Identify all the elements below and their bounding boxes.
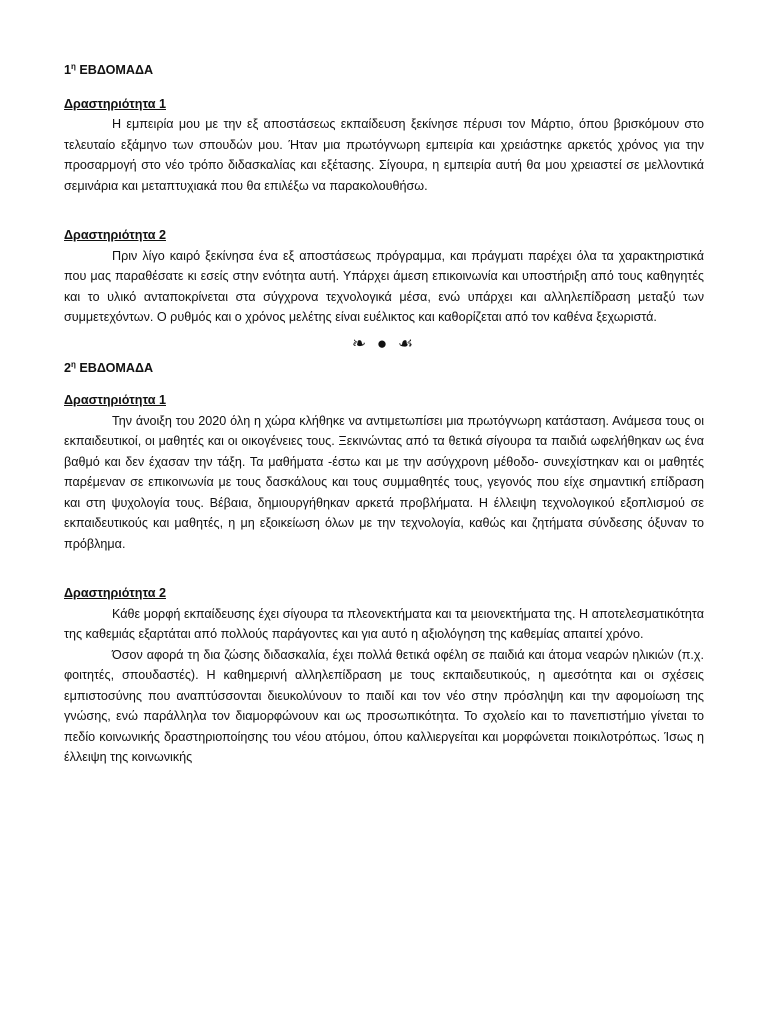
week-2-activity-2-text-2: Όσον αφορά τη δια ζώσης διδασκαλία, έχει πολλά θετικά οφέλη σε παιδιά και άτομα νεαρών ηλικιών (π.χ. φοιτητές, σπουδαστές). Η καθημερινή αλληλεπίδραση με τους εκπαιδευτικούς, η αμεσότητα και οι σχέσεις εμπιστοσύνης που αναπτύσσονται διευκολύνουν το παιδί και τον νέο στην πρόσληψη και την αφομοίωση της γνώσης, ενώ παράλληλα τον διαμορφώνουν και ως προσωπικότητα. Το σχολείο και το πανεπιστήμιο γίνεται το πεδίο κοινωνικής δραστηριοποίησης του νέου ατόμου, όπου καλλιεργείται και μορφώνεται ποικιλοτρόπως. Ίσως η έλλειψη της κοινωνικής (64, 647, 704, 764)
week-1-ordinal: η (71, 62, 76, 71)
week-2-activity-1-title: Δραστηριότητα 1 (64, 393, 166, 407)
document-body (64, 60, 704, 768)
week-2-activity-2-text-1: Κάθε μορφή εκπαίδευσης έχει σίγουρα τα πλεονεκτήματα και τα μειονεκτήματα της. Η αποτελεσματικότητα της καθεμιάς εξαρτάται από πολλούς παράγοντες και για αυτό η αξιολόγηση της καθεμίας απαιτεί χρόνο. (64, 606, 704, 641)
week-2-ordinal: η (71, 359, 76, 369)
week-1-activity-1-title: Δραστηριότητα 1 (64, 96, 166, 111)
week-2-label: ΕΒΔΟΜΑΔΑ (79, 360, 154, 375)
week-2-activity-2-title: Δραστηριότητα 2 (64, 586, 166, 600)
week-2-heading (64, 358, 704, 379)
week-1-activity-2-title: Δραστηριότητα 2 (64, 228, 166, 242)
week-1-activity-2-text: Πριν λίγο καιρό ξεκίνησα ένα εξ αποστάσεως πρόγραμμα, και πράγματι παρέχει όλα τα χαρακτηριστικά που μας παραθέσατε κι εσείς στην ενότητα αυτή. Υπάρχει άμεση επικοινωνία και υποστήριξη από τους καθηγητές και το υλικό ανταποκρίνεται στα σύγχρονα τεχνολογικά μέσα, ενώ υπάρχει και αλληλεπίδραση μεταξύ των συμμετεχόντων. Ο ρυθμός και ο χρόνος μελέτης είναι ευέλικτος και καθορίζεται από τον καθένα ξεχωριστά. (64, 248, 704, 324)
week-1-activity-1-text: Η εμπειρία μου με την εξ αποστάσεως εκπαίδευση ξεκίνησε πέρυσι τον Μάρτιο, όπου βρισκόμουν στο τελευταίο εξάμηνο των σπουδών μου. Ήταν μια πρωτόγνωρη εμπειρία και χρειάστηκε αρκετός χρόνος για την προσαρμογή στο νέο τρόπο διδασκαλίας και εξέτασης. Σίγουρα, η εμπειρία αυτή θα μου χρειαστεί σε μελλοντικά σεμινάρια και μεταπτυχιακά που θα επιλέξω να παρακολουθήσω. (64, 117, 704, 193)
week-1-label: ΕΒΔΟΜΑΔΑ (79, 63, 154, 77)
week-2-activity-1-text: Την άνοιξη του 2020 όλη η χώρα κλήθηκε να αντιμετωπίσει μια πρωτόγνωρη κατάσταση. Ανάμεσα τους οι εκπαιδευτικοί, οι μαθητές και οι οικογένειες τους. Ξεκινώντας από τα θετικά σίγουρα τα παιδιά ωφελήθηκαν ως ένα βαθμό και δεν έχασαν την τάξη. Τα μαθήματα -έστω και με την ασύγχρονη μέθοδο- συνεχίστηκαν και οι μαθητές παρέμεναν σε επικοινωνία με τους δασκάλους και τους συμμαθητές τους, γεγονός που είχε σημαντική επίδραση και στη ψυχολογία τους. Βέβαια, δημιουργήθηκαν αρκετά προβλήματα. Η έλλειψη τεχνολογικού εξοπλισμού σε εκπαιδευτικούς και μαθητές, η μη εξοικείωση όλων με την τεχνολογία, καθώς και ζητήματα σύνδεσης όξυναν το πρόβλημα. (64, 413, 704, 551)
week-1-heading (64, 60, 704, 81)
section-divider-ornament: ❧ ● ☙ (351, 333, 417, 353)
week-1-number: 1 (64, 63, 72, 77)
week-2-number: 2 (64, 360, 72, 375)
